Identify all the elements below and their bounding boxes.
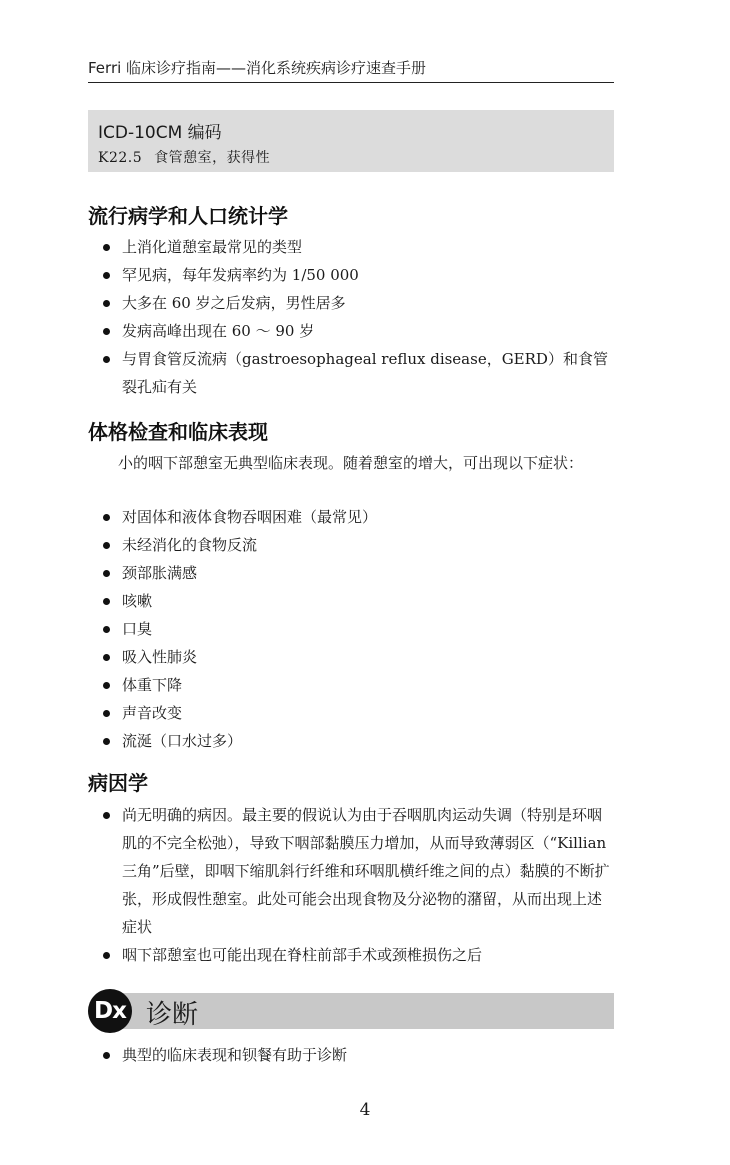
list-item: 大多在 60 岁之后发病，男性居多 [122,289,614,317]
section-title-diagnosis: 诊断 [146,1000,199,1030]
section-title-physical-exam: 体格检查和临床表现 [88,420,268,444]
bullet-icon [103,952,110,959]
symptom-list [122,503,614,755]
list-item: 未经消化的食物反流 [122,531,614,559]
list-item: 罕见病，每年发病率约为 1/50 000 [122,261,614,289]
list-item: 流涎（口水过多） [122,727,614,755]
bullet-icon [103,244,110,251]
icd-box-title: ICD-10CM 编码 [98,123,222,143]
list-item: 吸入性肺炎 [122,643,614,671]
list-item: 咳嗽 [122,587,614,615]
bullet-icon [103,710,110,717]
bullet-icon [103,356,110,363]
running-header: Ferri 临床诊疗指南——消化系统疾病诊疗速查手册 [88,59,427,77]
list-item: 尚无明确的病因。最主要的假说认为由于吞咽肌肉运动失调（特别是环咽肌的不完全松弛），导致下咽部黏膜压力增加，从而导致薄弱区（“Killian 三角”后壁，即咽下缩肌斜行纤维和环咽肌横纤维之间的点）黏膜的不断扩张，形成假性憩室。此处可能会出现食物及分泌物的潴留，从而出现上述症状 [122,801,614,941]
bullet-icon [103,654,110,661]
diagnosis-banner [88,993,614,1029]
bullet-icon [103,570,110,577]
section-title-epidemiology: 流行病学和人口统计学 [88,204,288,228]
icd-code-box [88,110,614,172]
list-item: 上消化道憩室最常见的类型 [122,233,614,261]
diagnosis-list [122,1041,614,1069]
header-rule [88,82,614,83]
icd-code-line [98,147,270,167]
list-item: 声音改变 [122,699,614,727]
bullet-icon [103,300,110,307]
bullet-icon [103,514,110,521]
list-item: 颈部胀满感 [122,559,614,587]
physical-exam-intro: 小的咽下部憩室无典型临床表现。随着憩室的增大，可出现以下症状： [118,454,584,472]
section-title-etiology: 病因学 [88,771,148,795]
list-item: 咽下部憩室也可能出现在脊柱前部手术或颈椎损伤之后 [122,941,614,969]
bullet-icon [103,626,110,633]
bullet-icon [103,682,110,689]
list-item: 体重下降 [122,671,614,699]
list-item: 口臭 [122,615,614,643]
list-item: 典型的临床表现和钡餐有助于诊断 [122,1041,614,1069]
dx-badge-icon: Dx [88,989,132,1033]
bullet-icon [103,328,110,335]
list-item: 发病高峰出现在 60 ～ 90 岁 [122,317,614,345]
bullet-icon [103,812,110,819]
etiology-list [122,801,614,969]
bullet-icon [103,598,110,605]
bullet-icon [103,272,110,279]
bullet-icon [103,738,110,745]
list-item: 与胃食管反流病（gastroesophageal reflux disease，GERD）和食管裂孔疝有关 [122,345,614,401]
bullet-icon [103,542,110,549]
epidemiology-list [122,233,614,401]
page-number: 4 [359,1100,371,1120]
list-item: 对固体和液体食物吞咽困难（最常见） [122,503,614,531]
bullet-icon [103,1052,110,1059]
icd-code: K22.5 [98,150,143,166]
icd-description: 食管憩室，获得性 [154,150,271,166]
